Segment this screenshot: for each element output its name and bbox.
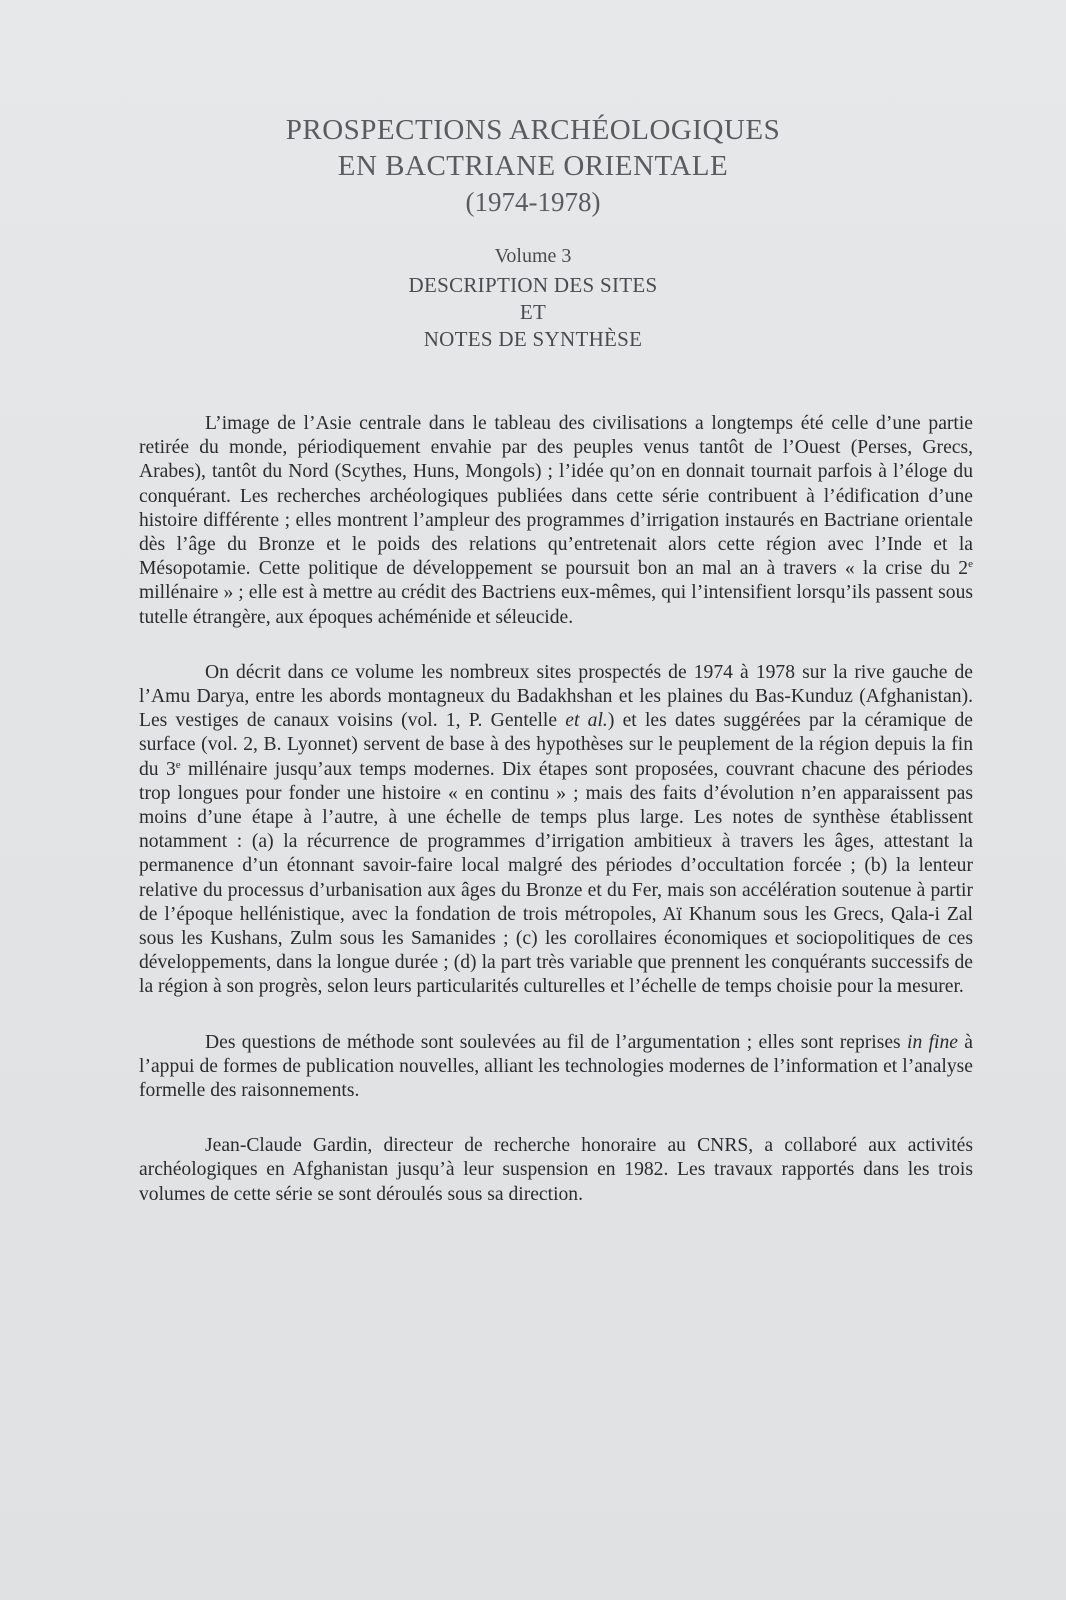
paragraph-2-superscript: e xyxy=(175,758,181,771)
paragraph-3 xyxy=(139,1031,973,1104)
paragraph-1-text-b: millénaire » ; elle est à mettre au crédit des Bactriens eux-mêmes, qui l’intensifient lorsqu’ils passent sous tutelle étrangère, aux époques achéménide et séleucide. xyxy=(139,582,973,628)
title-block xyxy=(0,112,1066,220)
paragraph-2-italic: et al. xyxy=(565,710,608,732)
title-dates: (1974-1978) xyxy=(465,187,601,217)
subtitle-block xyxy=(0,242,1066,353)
paragraph-4-text-a: Jean-Claude Gardin, directeur de recherche honoraire au CNRS, a collaboré aux activités archéologiques en Afghanistan jusqu’à leur suspension en 1982. Les travaux rapportés dans les trois volumes de cette série se sont déroulés sous sa direction. xyxy=(139,1135,973,1205)
paragraph-1 xyxy=(139,412,973,630)
subtitle-line-3: NOTES DE SYNTHÈSE xyxy=(423,327,643,351)
paragraph-3-italic: in fine xyxy=(907,1031,958,1053)
subtitle-line-2: ET xyxy=(519,300,547,324)
subtitle-line-1: DESCRIPTION DES SITES xyxy=(408,273,658,297)
title-line-1: PROSPECTIONS ARCHÉOLOGIQUES xyxy=(285,114,781,146)
paragraph-2-text-c: millénaire jusqu’aux temps modernes. Dix étapes sont proposées, couvrant chacune des périodes trop longues pour fonder une histoire « en continu » ; mais des faits d’évolution n’en apparaissent pas moins d’une étape à l’autre, à une échelle de temps plus large. Les notes de synthèse établissent notamment : (a) la récurrence de programmes d’irrigation ambitieux à travers les âges, attestant la permanence d’un étonnant savoir-faire local malgré des périodes d’occultation forcée ; (b) la lenteur relative du processus d’urbanisation aux âges du Bronze et du Fer, mais son accélération soutenue à partir de l’époque hellénistique, avec la fondation de trois métropoles, Aï Khanum sous les Grecs, Qala-i Zal sous les Kushans, Zulm sous les Samanides ; (c) les corollaires économiques et sociopolitiques de ces développements, dans la longue durée ; (d) la part très variable que prennent les conquérants successifs de la région à son progrès, selon leurs particularités culturelles et l’échelle de temps choisie pour la mesurer. xyxy=(139,758,973,998)
paragraph-1-superscript: e xyxy=(968,558,973,571)
paragraph-1-text-a: L’image de l’Asie centrale dans le tableau des civilisations a longtemps été celle d’une partie retirée du monde, périodiquement envahie par des peuples venus tantôt de l’Ouest (Perses, Grecs, Arabes), tantôt du Nord (Scythes, Huns, Mongols) ; l’idée qu’on en donnait tournait parfois à l’éloge du conquérant. Les recherches archéologiques publiées dans cette série contribuent à l’édification d’une histoire différente ; elles montrent l’ampleur des programmes d’irrigation instaurés en Bactriane orientale dès l’âge du Bronze et le poids des relations qu’entretenait alors cette région avec l’Inde et la Mésopotamie. Cette politique de développement se poursuit bon an mal an à travers « la crise du 2 xyxy=(139,413,973,580)
title-line-2: EN BACTRIANE ORIENTALE xyxy=(337,150,729,182)
paragraph-4 xyxy=(139,1134,973,1207)
paragraph-3-text-b: à l’appui de formes de publication nouvelles, alliant les technologies modernes de l’information et l’analyse formelle des raisonnements. xyxy=(139,1031,973,1102)
paragraph-2-text-b: ) et les dates suggérées par la céramique de surface (vol. 2, B. Lyonnet) servent de base à des hypothèses sur le peuplement de la région depuis la fin du 3 xyxy=(139,710,973,780)
paragraph-2-text-a: On décrit dans ce volume les nombreux sites prospectés de 1974 à 1978 sur la rive gauche de l’Amu Darya, entre les abords montagneux du Badakhshan et les plaines du Bas-Kunduz (Afghanistan). Les vestiges de canaux voisins (vol. 1, P. Gentelle xyxy=(139,661,973,732)
body-text xyxy=(139,412,973,1207)
paragraph-3-text-a: Des questions de méthode sont soulevées au fil de l’argumentation ; elles sont reprises xyxy=(205,1031,907,1053)
paragraph-2 xyxy=(139,661,973,1000)
volume-number: Volume 3 xyxy=(494,245,572,267)
